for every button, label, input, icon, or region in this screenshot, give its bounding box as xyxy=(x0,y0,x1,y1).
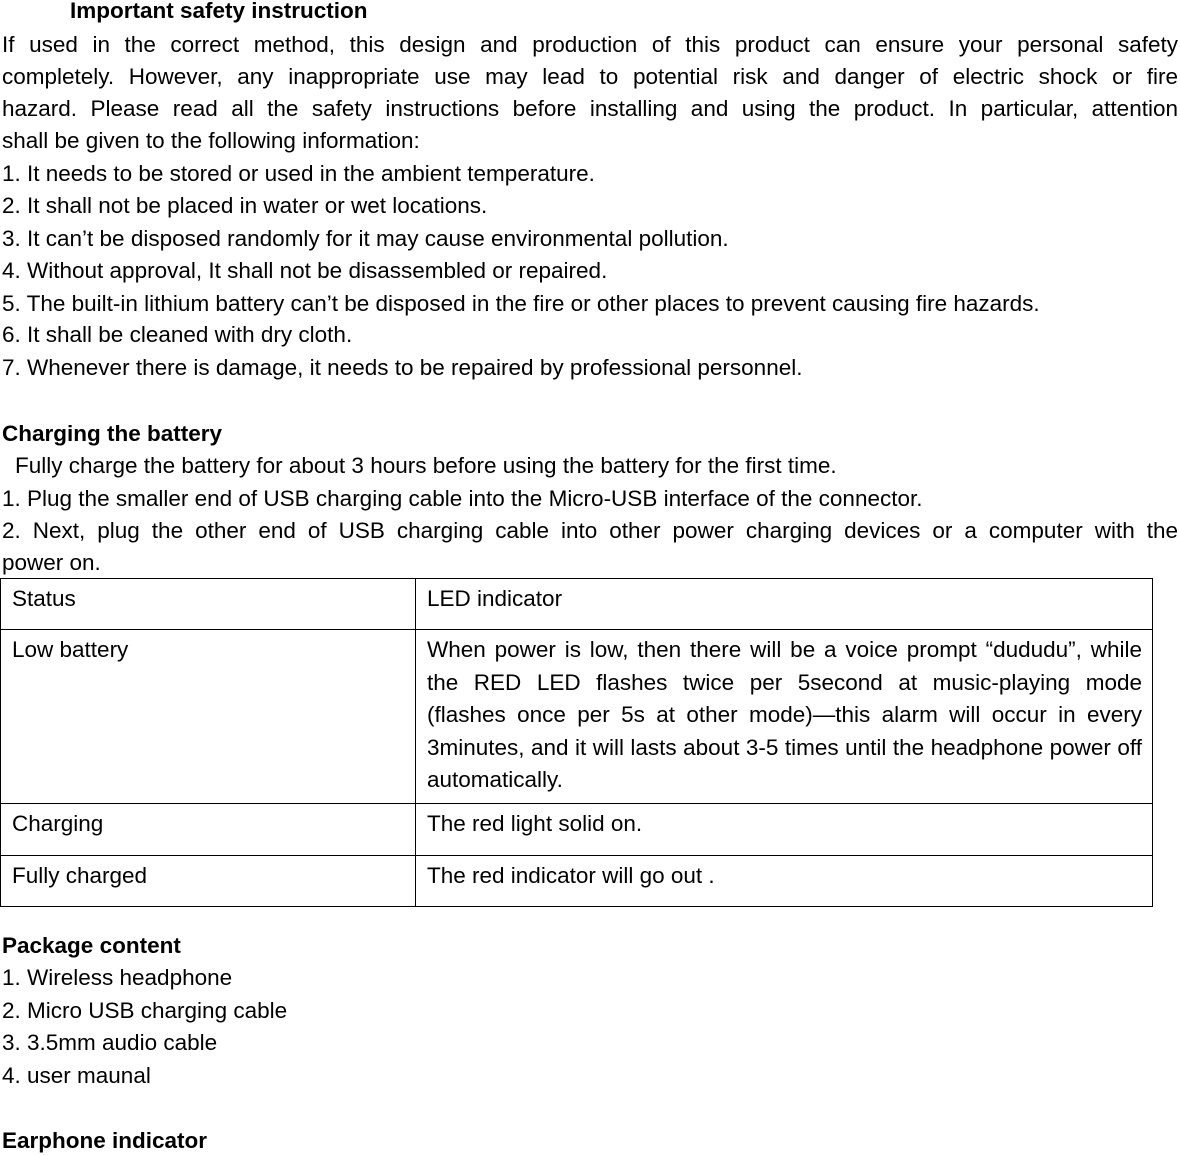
table-cell-status: Fully charged xyxy=(1,855,416,906)
safety-item-7: 7. Whenever there is damage, it needs to be repaired by professional personnel. xyxy=(2,355,803,380)
charging-step-1: 1. Plug the smaller end of USB charging cable into the Micro-USB interface of the connector. xyxy=(2,486,923,511)
safety-item-3: 3. It can’t be disposed randomly for it may cause environmental pollution. xyxy=(2,226,729,251)
safety-title: Important safety instruction xyxy=(70,0,368,23)
table-header-status: Status xyxy=(1,579,416,630)
earphone-title: Earphone indicator xyxy=(2,1128,208,1153)
table-cell-led: The red light solid on. xyxy=(416,803,1153,855)
table-cell-status: Low battery xyxy=(1,630,416,804)
table-header-led: LED indicator xyxy=(416,579,1153,630)
package-item-3: 3. 3.5mm audio cable xyxy=(2,1030,218,1055)
safety-item-1: 1. It needs to be stored or used in the ambient temperature. xyxy=(2,161,595,186)
led-status-table xyxy=(0,578,1153,907)
charging-title: Charging the battery xyxy=(2,421,223,446)
table-cell-led: The red indicator will go out . xyxy=(416,855,1153,906)
table-header-row xyxy=(1,579,1153,630)
package-item-4: 4. user maunal xyxy=(2,1063,151,1088)
safety-item-4: 4. Without approval, It shall not be disassembled or repaired. xyxy=(2,258,608,283)
package-title: Package content xyxy=(2,933,181,958)
safety-item-6: 6. It shall be cleaned with dry cloth. xyxy=(2,322,353,347)
table-row xyxy=(1,630,1153,804)
table-row xyxy=(1,803,1153,855)
safety-item-2: 2. It shall not be placed in water or wet locations. xyxy=(2,193,488,218)
table-row xyxy=(1,855,1153,906)
safety-intro-line-1: If used in the correct method, this design and production of this product can ensure your personal safety xyxy=(2,32,1178,57)
charging-step-2-cont: power on. xyxy=(2,550,101,575)
safety-intro-line-2: completely. However, any inappropriate use may lead to potential risk and danger of electric shock or fire xyxy=(2,64,1178,89)
package-item-1: 1. Wireless headphone xyxy=(2,965,233,990)
table-cell-led: When power is low, then there will be a voice prompt “dududu”, while the RED LED flashes twice per 5second at music-playing mode (flashes once per 5s at other mode)—this alarm will occur in every 3minutes, and it will lasts about 3-5 times until the headphone power off automatically. xyxy=(416,630,1153,804)
safety-item-5: 5. The built-in lithium battery can’t be disposed in the fire or other places to prevent causing fire hazards. xyxy=(2,291,1040,316)
safety-intro-line-4: shall be given to the following information: xyxy=(2,128,420,153)
package-item-2: 2. Micro USB charging cable xyxy=(2,998,288,1023)
charging-step-2: 2. Next, plug the other end of USB charging cable into other power charging devices or a computer with the xyxy=(2,518,1178,543)
safety-intro-line-3: hazard. Please read all the safety instructions before installing and using the product. In particular, attention xyxy=(2,96,1178,121)
table-cell-status: Charging xyxy=(1,803,416,855)
charging-intro: Fully charge the battery for about 3 hours before using the battery for the first time. xyxy=(15,453,837,478)
